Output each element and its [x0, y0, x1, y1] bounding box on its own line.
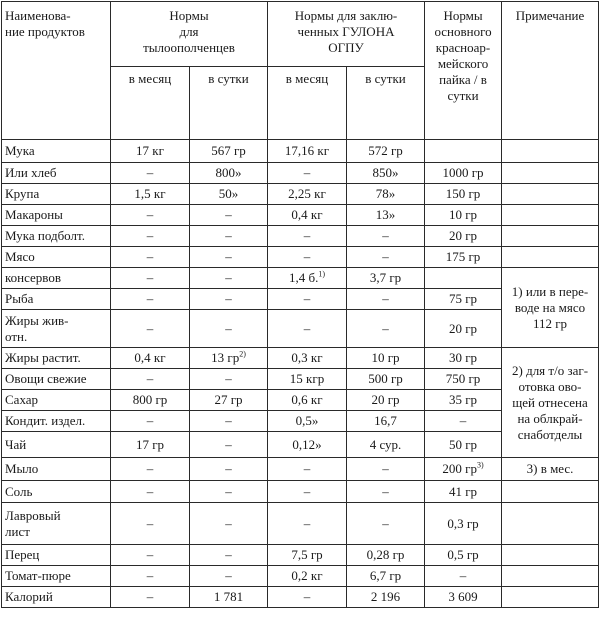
prisoners-month-value: 15 кгр	[268, 369, 347, 390]
settlers-day-value: 13 $гр^{2)}$	[190, 348, 268, 369]
prisoners-month-value: –	[268, 458, 347, 481]
prisoners-month-value: 7,5 гр	[268, 545, 347, 566]
note-cell-empty	[502, 247, 599, 268]
settlers-day-value: –	[190, 247, 268, 268]
settlers-day-value: 1 781	[190, 587, 268, 608]
settlers-day-value: 50»	[190, 184, 268, 205]
header-army-ration: Нормы основного красноар- мейского пайка / в сутки	[425, 2, 502, 140]
settlers-day-value: –	[190, 432, 268, 458]
army-ration-value: 750 гр	[425, 369, 502, 390]
prisoners-day-value: 850»	[347, 163, 425, 184]
settlers-day-value: –	[190, 545, 268, 566]
prisoners-day-value: –	[347, 503, 425, 545]
prisoners-month-value: –	[268, 289, 347, 310]
table-row	[2, 545, 599, 566]
army-ration-value: 0,3 гр	[425, 503, 502, 545]
prisoners-day-value: 3,7 гр	[347, 268, 425, 289]
note-cell: 2) для т/о заг- отовка ово- щей отнесена на облкрай- снаботделы	[502, 348, 599, 458]
settlers-month-value: 17 гр	[111, 432, 190, 458]
army-ration-value: 3 609	[425, 587, 502, 608]
header-prisoners-per-day: в сутки	[347, 67, 425, 140]
settlers-month-value: 17 кг	[111, 140, 190, 163]
settlers-month-value: –	[111, 226, 190, 247]
prisoners-day-value: 13»	[347, 205, 425, 226]
settlers-month-value: 1,5 кг	[111, 184, 190, 205]
product-name: консервов	[2, 268, 111, 289]
product-name: Чай	[2, 432, 111, 458]
settlers-day-value: –	[190, 458, 268, 481]
table-row	[2, 140, 599, 163]
header-prisoners-norms: Нормы для заклю- ченных ГУЛОНА ОГПУ	[268, 2, 425, 67]
army-ration-value: –	[425, 411, 502, 432]
product-name: Мука подболт.	[2, 226, 111, 247]
product-name: Макароны	[2, 205, 111, 226]
settlers-day-value: –	[190, 503, 268, 545]
prisoners-month-value: 0,4 кг	[268, 205, 347, 226]
prisoners-day-value: –	[347, 481, 425, 503]
prisoners-month-value: –	[268, 503, 347, 545]
prisoners-day-value: –	[347, 226, 425, 247]
product-name: Мука	[2, 140, 111, 163]
note-cell: 1) или в пере- воде на мясо 112 гр	[502, 268, 599, 348]
army-ration-value: 20 гр	[425, 310, 502, 348]
prisoners-month-value: 0,2 кг	[268, 566, 347, 587]
settlers-month-value: –	[111, 205, 190, 226]
product-name: Мясо	[2, 247, 111, 268]
prisoners-month-value: 17,16 кг	[268, 140, 347, 163]
table-row	[2, 348, 599, 369]
note-cell-empty	[502, 163, 599, 184]
table-row	[2, 503, 599, 545]
settlers-day-value: 27 гр	[190, 390, 268, 411]
settlers-day-value: –	[190, 411, 268, 432]
prisoners-month-value: 0,6 кг	[268, 390, 347, 411]
table-row	[2, 184, 599, 205]
table-row	[2, 587, 599, 608]
army-ration-value: 10 гр	[425, 205, 502, 226]
prisoners-month-value: –	[268, 247, 347, 268]
product-name: Мыло	[2, 458, 111, 481]
note-cell: 3) в мес.	[502, 458, 599, 481]
product-name: Жиры жив- отн.	[2, 310, 111, 348]
note-cell-empty	[502, 481, 599, 503]
table-row	[2, 458, 599, 481]
prisoners-day-value: 10 гр	[347, 348, 425, 369]
prisoners-month-value: –	[268, 310, 347, 348]
settlers-day-value: –	[190, 369, 268, 390]
settlers-day-value: –	[190, 310, 268, 348]
product-name: Жиры растит.	[2, 348, 111, 369]
table-row	[2, 566, 599, 587]
prisoners-day-value: –	[347, 289, 425, 310]
settlers-day-value: –	[190, 566, 268, 587]
settlers-month-value: –	[111, 503, 190, 545]
settlers-day-value: 567 гр	[190, 140, 268, 163]
prisoners-day-value: 78»	[347, 184, 425, 205]
norms-table-body	[2, 140, 599, 608]
prisoners-month-value: –	[268, 587, 347, 608]
product-name: Сахар	[2, 390, 111, 411]
product-name: Рыба	[2, 289, 111, 310]
prisoners-day-value: –	[347, 310, 425, 348]
product-name: Овощи свежие	[2, 369, 111, 390]
prisoners-month-value: 0,3 кг	[268, 348, 347, 369]
prisoners-day-value: 572 гр	[347, 140, 425, 163]
note-cell-empty	[502, 503, 599, 545]
settlers-day-value: –	[190, 289, 268, 310]
note-cell-empty	[502, 226, 599, 247]
table-row	[2, 247, 599, 268]
note-cell-empty	[502, 140, 599, 163]
settlers-month-value: 0,4 кг	[111, 348, 190, 369]
product-name: Крупа	[2, 184, 111, 205]
army-ration-value	[425, 140, 502, 163]
settlers-day-value: –	[190, 226, 268, 247]
product-name: Соль	[2, 481, 111, 503]
header-product-name: Наименова- ние продуктов	[2, 2, 111, 140]
header-prisoners-per-month: в месяц	[268, 67, 347, 140]
army-ration-value: 1000 гр	[425, 163, 502, 184]
settlers-month-value: –	[111, 587, 190, 608]
header-settlers-norms: Нормы для тылоополченцев	[111, 2, 268, 67]
note-cell-empty	[502, 545, 599, 566]
settlers-month-value: –	[111, 289, 190, 310]
settlers-month-value: –	[111, 163, 190, 184]
settlers-month-value: –	[111, 247, 190, 268]
note-cell-empty	[502, 205, 599, 226]
settlers-month-value: –	[111, 411, 190, 432]
army-ration-value: 50 гр	[425, 432, 502, 458]
army-ration-value: 41 гр	[425, 481, 502, 503]
prisoners-day-value: 16,7	[347, 411, 425, 432]
header-settlers-per-month: в месяц	[111, 67, 190, 140]
prisoners-day-value: 4 сур.	[347, 432, 425, 458]
table-row	[2, 163, 599, 184]
table-row	[2, 268, 599, 289]
settlers-day-value: 800»	[190, 163, 268, 184]
note-cell-empty	[502, 184, 599, 205]
settlers-month-value: –	[111, 310, 190, 348]
note-cell-empty	[502, 587, 599, 608]
table-row	[2, 481, 599, 503]
prisoners-day-value: 6,7 гр	[347, 566, 425, 587]
army-ration-value: –	[425, 566, 502, 587]
header-settlers-per-day: в сутки	[190, 67, 268, 140]
settlers-month-value: –	[111, 458, 190, 481]
prisoners-month-value: 0,12»	[268, 432, 347, 458]
army-ration-value: 35 гр	[425, 390, 502, 411]
table-row	[2, 226, 599, 247]
army-ration-value: 75 гр	[425, 289, 502, 310]
settlers-month-value: –	[111, 566, 190, 587]
header-note: Примечание	[502, 2, 599, 140]
settlers-month-value: –	[111, 369, 190, 390]
army-ration-value	[425, 268, 502, 289]
prisoners-month-value: 0,5»	[268, 411, 347, 432]
prisoners-month-value: –	[268, 163, 347, 184]
prisoners-day-value: 500 гр	[347, 369, 425, 390]
army-ration-value: 30 гр	[425, 348, 502, 369]
army-ration-value: 150 гр	[425, 184, 502, 205]
settlers-month-value: –	[111, 481, 190, 503]
settlers-month-value: –	[111, 268, 190, 289]
product-name: Кондит. издел.	[2, 411, 111, 432]
army-ration-value: 175 гр	[425, 247, 502, 268]
prisoners-month-value: –	[268, 226, 347, 247]
settlers-day-value: –	[190, 205, 268, 226]
table-row	[2, 205, 599, 226]
product-name: Лавровый лист	[2, 503, 111, 545]
prisoners-month-value: –	[268, 481, 347, 503]
product-name: Калорий	[2, 587, 111, 608]
army-ration-value: 0,5 гр	[425, 545, 502, 566]
army-ration-value: 20 гр	[425, 226, 502, 247]
settlers-day-value: –	[190, 481, 268, 503]
norms-table	[1, 1, 599, 608]
product-name: Или хлеб	[2, 163, 111, 184]
settlers-month-value: 800 гр	[111, 390, 190, 411]
prisoners-month-value: 1,4 б.$^{1)}$	[268, 268, 347, 289]
product-name: Томат-пюре	[2, 566, 111, 587]
prisoners-day-value: 2 196	[347, 587, 425, 608]
note-cell-empty	[502, 566, 599, 587]
product-name: Перец	[2, 545, 111, 566]
prisoners-day-value: –	[347, 458, 425, 481]
prisoners-day-value: –	[347, 247, 425, 268]
army-ration-value: 200 $гр^{3)}$	[425, 458, 502, 481]
settlers-month-value: –	[111, 545, 190, 566]
settlers-day-value: –	[190, 268, 268, 289]
prisoners-day-value: 20 гр	[347, 390, 425, 411]
prisoners-day-value: 0,28 гр	[347, 545, 425, 566]
prisoners-month-value: 2,25 кг	[268, 184, 347, 205]
